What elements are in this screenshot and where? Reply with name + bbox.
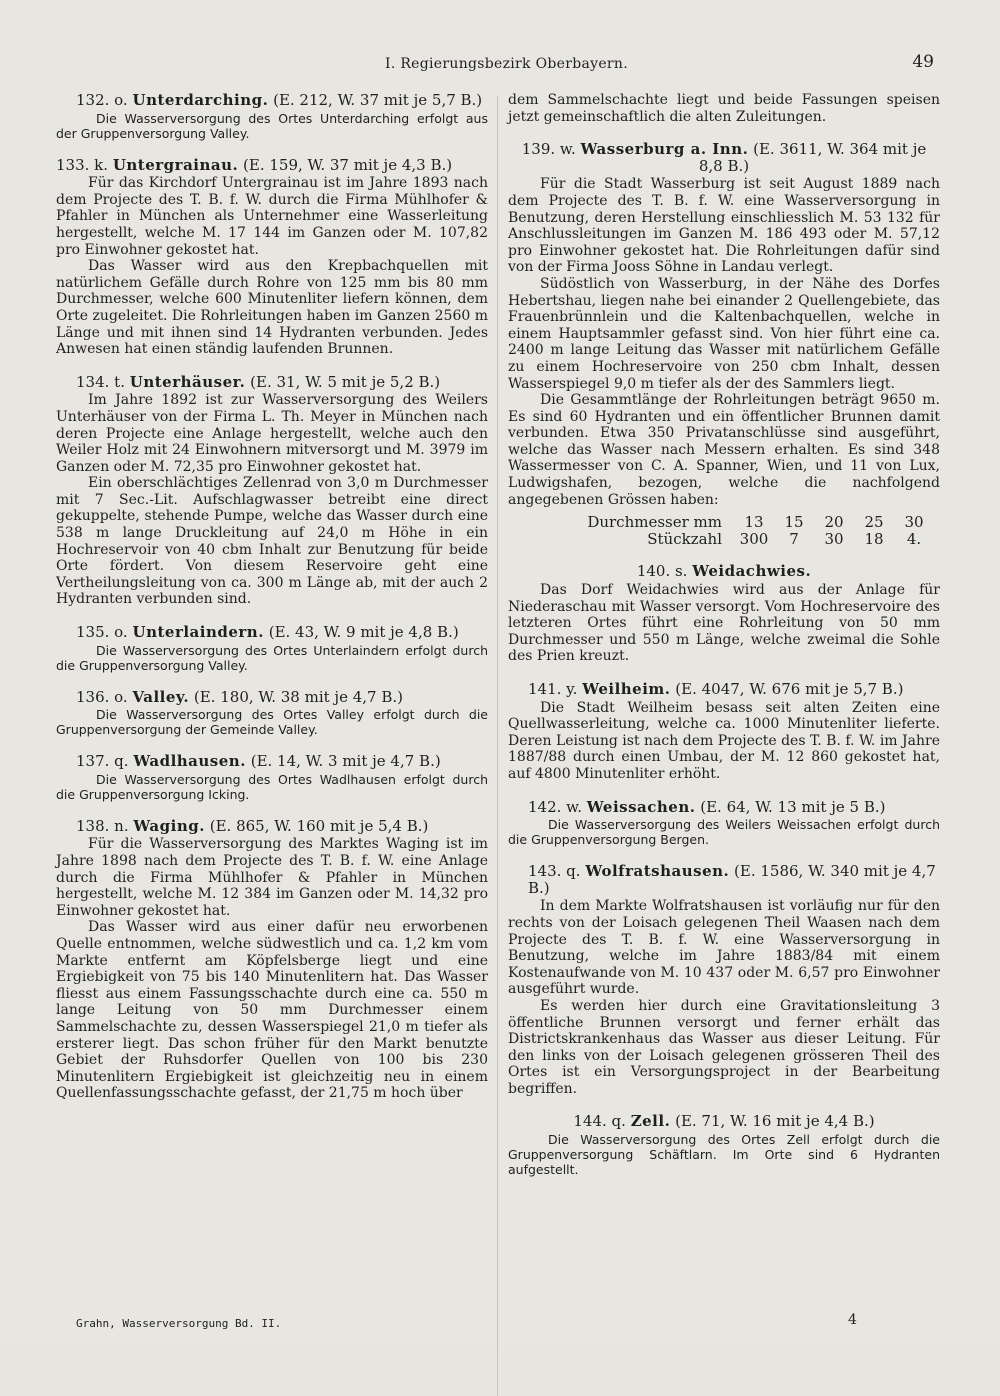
entry-meta: (E. 1586, W. 340 mit je 4,7 B.) [528,862,936,897]
entry-heading [56,374,488,391]
entry-paragraph: In dem Markte Wolfratshausen ist vorläufig nur für den rechts von der Loisach gelegenen Theil Waasen nach dem Projecte des T. B. f. W. eine Wasserversorgung in Benutzung, welche im Jahre 1883/84 mit einem Kostenaufwande von M. 10 437 oder M. 6,57 pro Einwohner ausgeführt wurde. [508,898,940,998]
entry-paragraph: Das Wasser wird aus den Krepbachquellen mit natürlichem Gefälle durch Rohre von 125 mm bis 80 mm Durchmesser, welche 600 Minutenliter liefern können, dem Orte zugeleitet. Die Rohrleitungen haben im Ganzen 2560 m Länge und mit ihnen sind 14 Hydranten verbunden. Jedes Anwesen hat einen ständig laufenden Brunnen. [56,258,488,358]
row-label: Stückzahl [647,529,722,548]
page-number: 49 [912,52,934,72]
table-row [570,514,940,531]
entry-paragraph: Für die Stadt Wasserburg ist seit August 1889 nach dem Projecte des T. B. f. W. eine Wasserversorgung in Benutzung, deren Herstellung einschliesslich M. 53 132 für Anschlussleitungen im Ganzen M. 186 493 oder M. 57,12 pro Einwohner gekostet hat. Die Rohrleitungen dafür sind von der Firma Jooss Söhne in Landau verlegt. [508,176,940,276]
entry-136 [56,689,488,738]
table-cell: 4. [906,529,922,548]
entry-meta: (E. 159, W. 37 mit je 4,3 B.) [243,155,453,174]
place-name: Zell. [630,1112,671,1131]
entry-135 [56,624,488,673]
entry-paragraph: Das Wasser wird aus einer dafür neu erworbenen Quelle entnommen, welche südwestlich und ca. 1,2 km vom Markte entfernt am Köpfelsberge liegt und eine Ergiebigkeit von 75 bis 140 Minutenlitern hat. Das Wasser fliesst aus einem Fassungsschachte durch eine ca. 550 m lange Leitung von 50 mm Durchmesser einem Sammelschachte zu, dessen Wasserspiegel 21,0 m tiefer als ersterer liegt. Das schon früher für den Markt benutzte Gebiet der Ruhsdorfer Quellen von 100 bis 230 Minutenlitern Ergiebigkeit ist gleichzeitig neu in einem Quellenfassungsschachte gefasst, der 21,75 m hoch über [56,919,488,1102]
row-label: Durchmesser mm [587,513,722,532]
place-name: Unterdarching. [132,91,269,109]
entry-body: Die Wasserversorgung des Ortes Wadlhausen erfolgt durch die Gruppenversorgung Icking. [56,771,488,802]
entry-meta: (E. 71, W. 16 mit je 4,4 B.) [675,1112,875,1131]
entry-heading [508,863,940,896]
entry-paragraph: Für die Wasserversorgung des Marktes Waging ist im Jahre 1898 nach dem Projecte des T. B. f. W. eine Anlage durch die Firma Mühlhofer & Pfahler in München hergestellt, welche M. 12 384 im Ganzen oder M. 14,32 pro Einwohner gekostet hat. [56,836,488,919]
entry-paragraph: Im Jahre 1892 ist zur Wasserversorgung des Weilers Unterhäuser von der Firma L. Th. Meyer in München nach deren Projecte eine Anlage hergestellt, welche auch den Weiler Holz mit 24 Einwohnern mitversorgt und M. 3979 im Ganzen oder M. 72,35 pro Einwohner gekostet hat. [56,392,488,475]
entry-number: 141. y. [528,680,578,698]
entry-meta: (E. 865, W. 160 mit je 5,4 B.) [209,816,429,835]
entry-meta: (E. 43, W. 9 mit je 4,8 B.) [268,623,459,642]
entry-paragraph: Die Gesammtlänge der Rohrleitungen beträgt 9650 m. Es sind 60 Hydranten und ein öffentlicher Brunnen damit verbunden. Etwa 350 Privatanschlüsse sind ausgeführt, welche das Wasser nach Messern erhalten. Es sind 348 Wassermesser von C. A. Spanner, Wien, und 11 von Lux, Ludwigshafen, bezogen, welche die nachfolgend angegebenen Grössen haben: [508,392,940,508]
entry-141 [508,681,940,783]
entry-138 [56,818,488,1102]
sheet-number: 4 [848,1312,857,1328]
entry-137 [56,753,488,802]
table-cell: 300 [739,529,769,548]
entry-138-continued [508,92,940,125]
table-cell: 20 [824,513,844,532]
table-cell: 30 [904,513,924,532]
entry-paragraph: Für das Kirchdorf Untergrainau ist im Jahre 1893 nach dem Projecte des T. B. f. W. durch die Firma Mühlhofer & Pfahler in München als Unternehmer eine Wasserleitung hergestellt, welche M. 17 144 im Ganzen oder M. 107,82 pro Einwohner gekostet hat. [56,175,488,258]
entry-144 [508,1113,940,1177]
place-name: Wolfratshausen. [585,862,730,881]
entry-heading [508,563,940,580]
entry-paragraph: Das Dorf Weidachwies wird aus der Anlage für Niederaschau mit Wasser versorgt. Vom Hochreservoire des letzteren Ortes führt eine Rohrleitung von 50 mm Durchmesser und 550 m Länge, welche zweimal die Sohle des Prien kreuzt. [508,582,940,665]
entry-133 [56,157,488,358]
entry-body: Die Wasserversorgung des Weilers Weissachen erfolgt durch die Gruppenversorgung Bergen. [508,817,940,848]
table-cell: 15 [784,513,804,532]
entry-meta: (E. 4047, W. 676 mit je 5,7 B.) [675,680,904,698]
entry-number: 139. w. [521,140,576,159]
entry-paragraph: Südöstlich von Wasserburg, in der Nähe des Dorfes Hebertshau, liegen nahe bei einander 2 Quellengebiete, das Frauenbrünnlein und die Kaltenbachquellen, welche in einem Hauptsammler gefasst sind. Von hier führt eine ca. 2400 m lange Leitung das Wasser mit natürlichem Gefälle zu einem Hochreservoire von 250 cbm Inhalt, dessen Wasserspiegel 9,0 m tiefer als der des Sammlers liegt. [508,275,940,392]
table-cell: 30 [824,529,844,548]
entry-heading [56,753,488,770]
entry-body: Die Wasserversorgung des Ortes Unterlaindern erfolgt durch die Gruppenversorgung Valley. [56,642,488,673]
entry-139 [508,141,940,547]
entry-heading [508,141,940,174]
entry-number: 133. k. [56,155,109,174]
entry-number: 142. w. [528,797,582,816]
place-name: Weidachwies. [692,562,812,581]
entry-132 [56,92,488,141]
entry-paragraph: Die Stadt Weilheim besass seit alten Zeiten eine Quellwasserleitung, welche ca. 1000 Minutenliter lieferte. Deren Leistung ist nach dem Projecte des T. B. f. W. im Jahre 1887/88 durch einen Umbau, der M. 12 860 gekostet hat, auf 4800 Minutenliter erhöht. [508,699,940,782]
entry-paragraph: dem Sammelschachte liegt und beide Fassungen speisen jetzt gemeinschaftlich die alten Zuleitungen. [508,92,940,125]
entry-body: Die Wasserversorgung des Ortes Valley erfolgt durch die Gruppenversorgung der Gemeinde Valley. [56,707,488,738]
entry-143 [508,863,940,1097]
entry-number: 134. t. [76,372,125,391]
entry-heading [56,818,488,835]
place-name: Weilheim. [582,680,671,698]
entry-meta: (E. 14, W. 3 mit je 4,7 B.) [250,752,441,771]
meter-size-table [570,514,940,547]
entry-meta: (E. 3611, W. 364 mit je 8,8 B.) [698,140,927,175]
place-name: Wasserburg a. Inn. [580,140,749,159]
entry-number: 135. o. [76,623,128,642]
place-name: Valley. [132,687,190,706]
footer-source: Grahn, Wasserversorgung Bd. II. [76,1317,282,1330]
entry-heading [508,681,940,698]
entry-heading [508,799,940,816]
table-cell: 7 [789,529,799,548]
place-name: Waging. [133,816,205,835]
column-divider [497,96,498,1396]
entry-number: 132. o. [76,91,128,109]
entry-paragraph: Es werden hier durch eine Gravitationsleitung 3 öffentliche Brunnen versorgt und ferner erhält das Districtskrankenhaus das Wasser aus dieser Leitung. Für den links von der Loisach gelegenen grösseren Theil des Ortes ist ein Versorgungsproject in der Bearbeitung begriffen. [508,997,940,1097]
entry-heading [56,689,488,706]
entry-body: Die Wasserversorgung des Ortes Unterdarching erfolgt aus der Gruppenversorgung Valley. [56,110,488,141]
entry-142 [508,799,940,848]
entry-number: 140. s. [636,562,688,581]
place-name: Untergrainau. [112,155,239,174]
running-title: I. Regierungsbezirk Oberbayern. [385,56,628,72]
entry-heading [56,92,488,109]
entry-body: Die Wasserversorgung des Ortes Zell erfolgt durch die Gruppenversorgung Schäftlarn. Im Orte sind 6 Hydranten aufgestellt. [508,1132,940,1178]
right-column [508,92,940,1193]
entry-134 [56,374,488,608]
entry-meta: (E. 64, W. 13 mit je 5 B.) [700,797,886,816]
table-cell: 13 [744,513,764,532]
entry-number: 137. q. [76,752,129,771]
entry-number: 144. q. [573,1112,626,1131]
entry-heading [508,1113,940,1130]
table-cell: 18 [864,529,884,548]
entry-meta: (E. 31, W. 5 mit je 5,2 B.) [250,372,441,391]
entry-paragraph: Ein oberschlächtiges Zellenrad von 3,0 m Durchmesser mit 7 Sec.-Lit. Aufschlagwasser betreibt eine direct gekuppelte, stehende Pumpe, welche das Wasser durch eine 538 m lange Druckleitung auf 24,0 m Höhe in ein Hochreservoir von 40 cbm Inhalt zur Benutzung für beide Orte fördert. Von diesem Reservoire geht eine Vertheilungsleitung von ca. 300 m Länge ab, mit der auch 2 Hydranten verbunden sind. [56,475,488,608]
place-name: Unterhäuser. [129,372,246,391]
entry-number: 136. o. [76,687,128,706]
entry-meta: (E. 212, W. 37 mit je 5,7 B.) [273,91,483,109]
entry-number: 138. n. [76,816,129,835]
place-name: Weissachen. [586,797,696,816]
place-name: Unterlaindern. [132,623,264,642]
entry-heading [56,157,488,174]
table-row [570,531,940,548]
table-cell: 25 [864,513,884,532]
entry-140 [508,563,940,665]
entry-meta: (E. 180, W. 38 mit je 4,7 B.) [193,687,403,706]
place-name: Wadlhausen. [133,752,246,771]
left-column [56,92,488,1118]
entry-heading [56,624,488,641]
entry-number: 143. q. [528,862,581,881]
